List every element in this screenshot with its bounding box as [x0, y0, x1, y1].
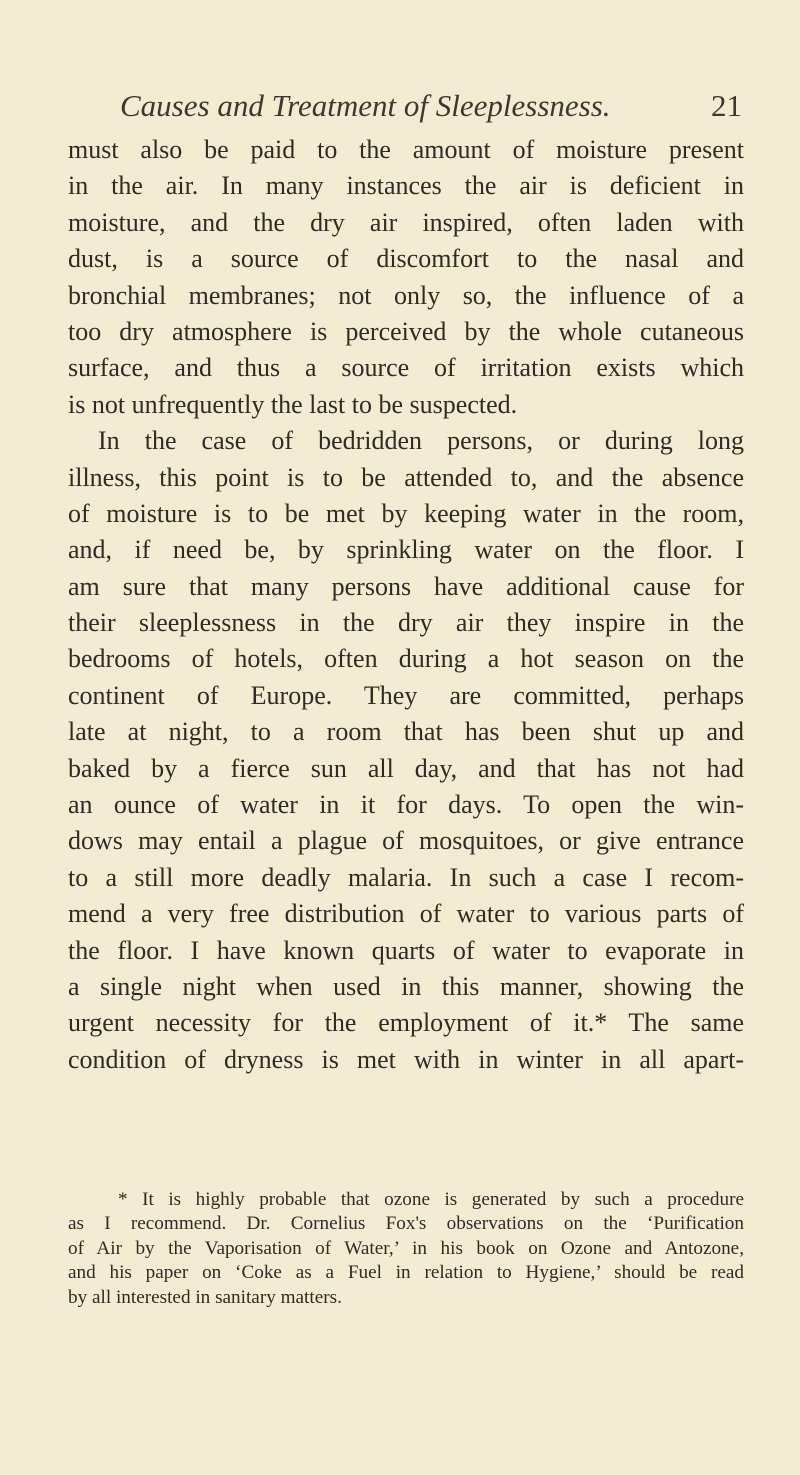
text-line: the floor. I have known quarts of water to evaporate in [68, 935, 744, 965]
text-line: baked by a fierce sun all day, and that has not had [68, 753, 744, 783]
text-line: an ounce of water in it for days. To open the win- [68, 790, 744, 820]
text-line: late at night, to a room that has been shut up and [68, 717, 744, 747]
text-line: illness, this point is to be attended to, and the absence [68, 462, 744, 492]
text-line: urgent necessity for the employment of it.* The same [68, 1008, 744, 1038]
text-line: mend a very free distribution of water to various parts of [68, 899, 744, 929]
text-line: bronchial membranes; not only so, the influence of a [68, 280, 744, 310]
text-line: and, if need be, by sprinkling water on the floor. I [68, 535, 744, 565]
text-line: must also be paid to the amount of moisture present [68, 135, 744, 164]
text-line: to a still more deadly malaria. In such a case I recom- [68, 862, 744, 892]
text-line: too dry atmosphere is perceived by the whole cutaneous [68, 316, 744, 346]
text-line: dust, is a source of discomfort to the nasal and [68, 244, 744, 274]
text-line: their sleeplessness in the dry air they inspire in the [68, 608, 744, 638]
text-line: of moisture is to be met by keeping water in the room, [68, 498, 744, 528]
text-line: bedrooms of hotels, often during a hot season on the [68, 644, 744, 674]
footnote-line: * It is highly probable that ozone is generated by such a procedure [118, 1189, 744, 1210]
text-line: continent of Europe. They are committed, perhaps [68, 680, 744, 710]
footnote-line: by all interested in sanitary matters. [68, 1286, 342, 1308]
text-line: moisture, and the dry air inspired, often laden with [68, 207, 744, 237]
page-header [120, 88, 742, 128]
text-line: In the case of bedridden persons, or during long [98, 426, 744, 456]
text-line: in the air. In many instances the air is deficient in [68, 171, 744, 201]
text-line: is not unfrequently the last to be suspected. [68, 389, 518, 419]
footnote [68, 1188, 744, 1310]
footnote-line: and his paper on ‘Coke as a Fuel in relation to Hygiene,’ should be read [68, 1262, 744, 1284]
text-line: condition of dryness is met with in winter in all apart- [68, 1044, 744, 1074]
text-line: am sure that many persons have additional cause for [68, 571, 744, 601]
page-number: 21 [711, 88, 742, 123]
text-line: surface, and thus a source of irritation exists which [68, 353, 744, 383]
footnote-line: as I recommend. Dr. Cornelius Fox's observations on the ‘Purification [68, 1213, 744, 1235]
text-line: dows may entail a plague of mosquitoes, or give entrance [68, 826, 744, 856]
footnote-line: of Air by the Vaporisation of Water,’ in his book on Ozone and Antozone, [68, 1237, 744, 1259]
running-head: Causes and Treatment of Sleeplessness. [120, 88, 611, 123]
text-line: a single night when used in this manner, showing the [68, 971, 744, 1001]
body-text [68, 132, 744, 1078]
